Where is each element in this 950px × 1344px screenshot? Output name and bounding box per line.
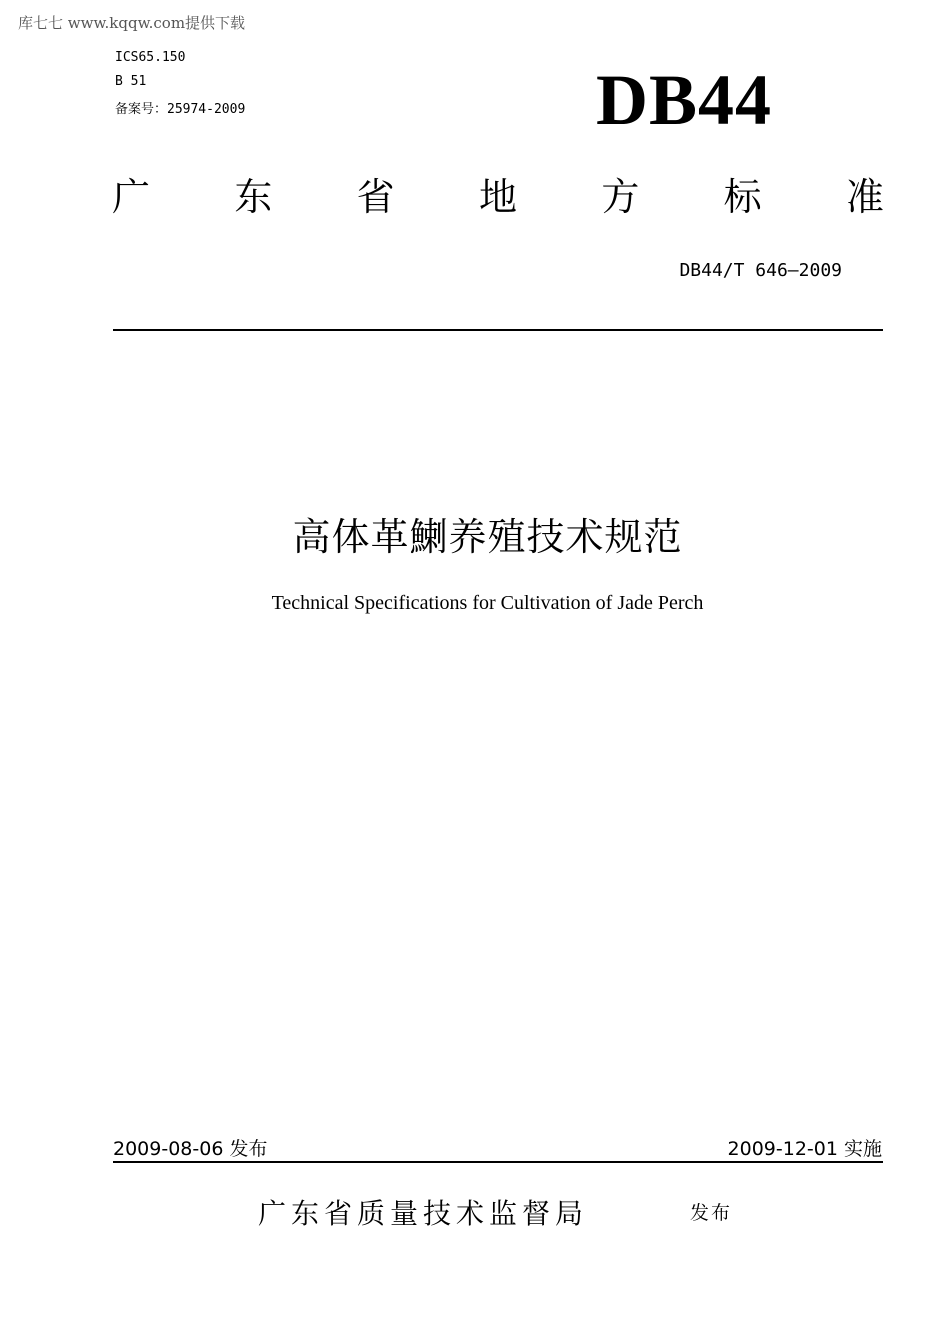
standard-title-char: 地 [478,175,517,219]
publisher-name: 广东省质量技术监督局 [258,1197,589,1230]
watermark-text: 库七七 www.kqqw.com提供下载 [18,14,246,32]
publish-date [113,1134,267,1161]
header-divider [113,329,883,331]
standard-title [112,175,884,219]
implement-date-value: 2009-12-01 [727,1138,838,1160]
footer-divider [113,1161,883,1163]
db44-logo: DB44 [596,60,773,140]
record-number: 备案号：25974-2009 [115,102,246,117]
publisher-suffix: 发布 [690,1202,733,1224]
document-title-en: Technical Specifications for Cultivation of Jade Perch [271,592,704,614]
document-title-cn: 高体革鯻养殖技术规范 [292,515,683,559]
standard-title-char: 广 [112,175,151,219]
implement-date [728,1134,882,1161]
category-code: B 51 [115,74,147,89]
standard-title-char: 省 [356,175,395,219]
standard-title-char: 东 [234,175,273,219]
standard-title-char: 方 [601,175,640,219]
standard-number: DB44/T 646—2009 [679,260,842,281]
standard-title-char: 准 [845,175,884,219]
implement-date-label: 实施 [843,1138,882,1160]
publish-date-value: 2009-08-06 [113,1138,224,1160]
ics-code: ICS65.150 [115,50,186,65]
standard-title-char: 标 [723,175,762,219]
publish-date-label: 发布 [229,1138,268,1160]
